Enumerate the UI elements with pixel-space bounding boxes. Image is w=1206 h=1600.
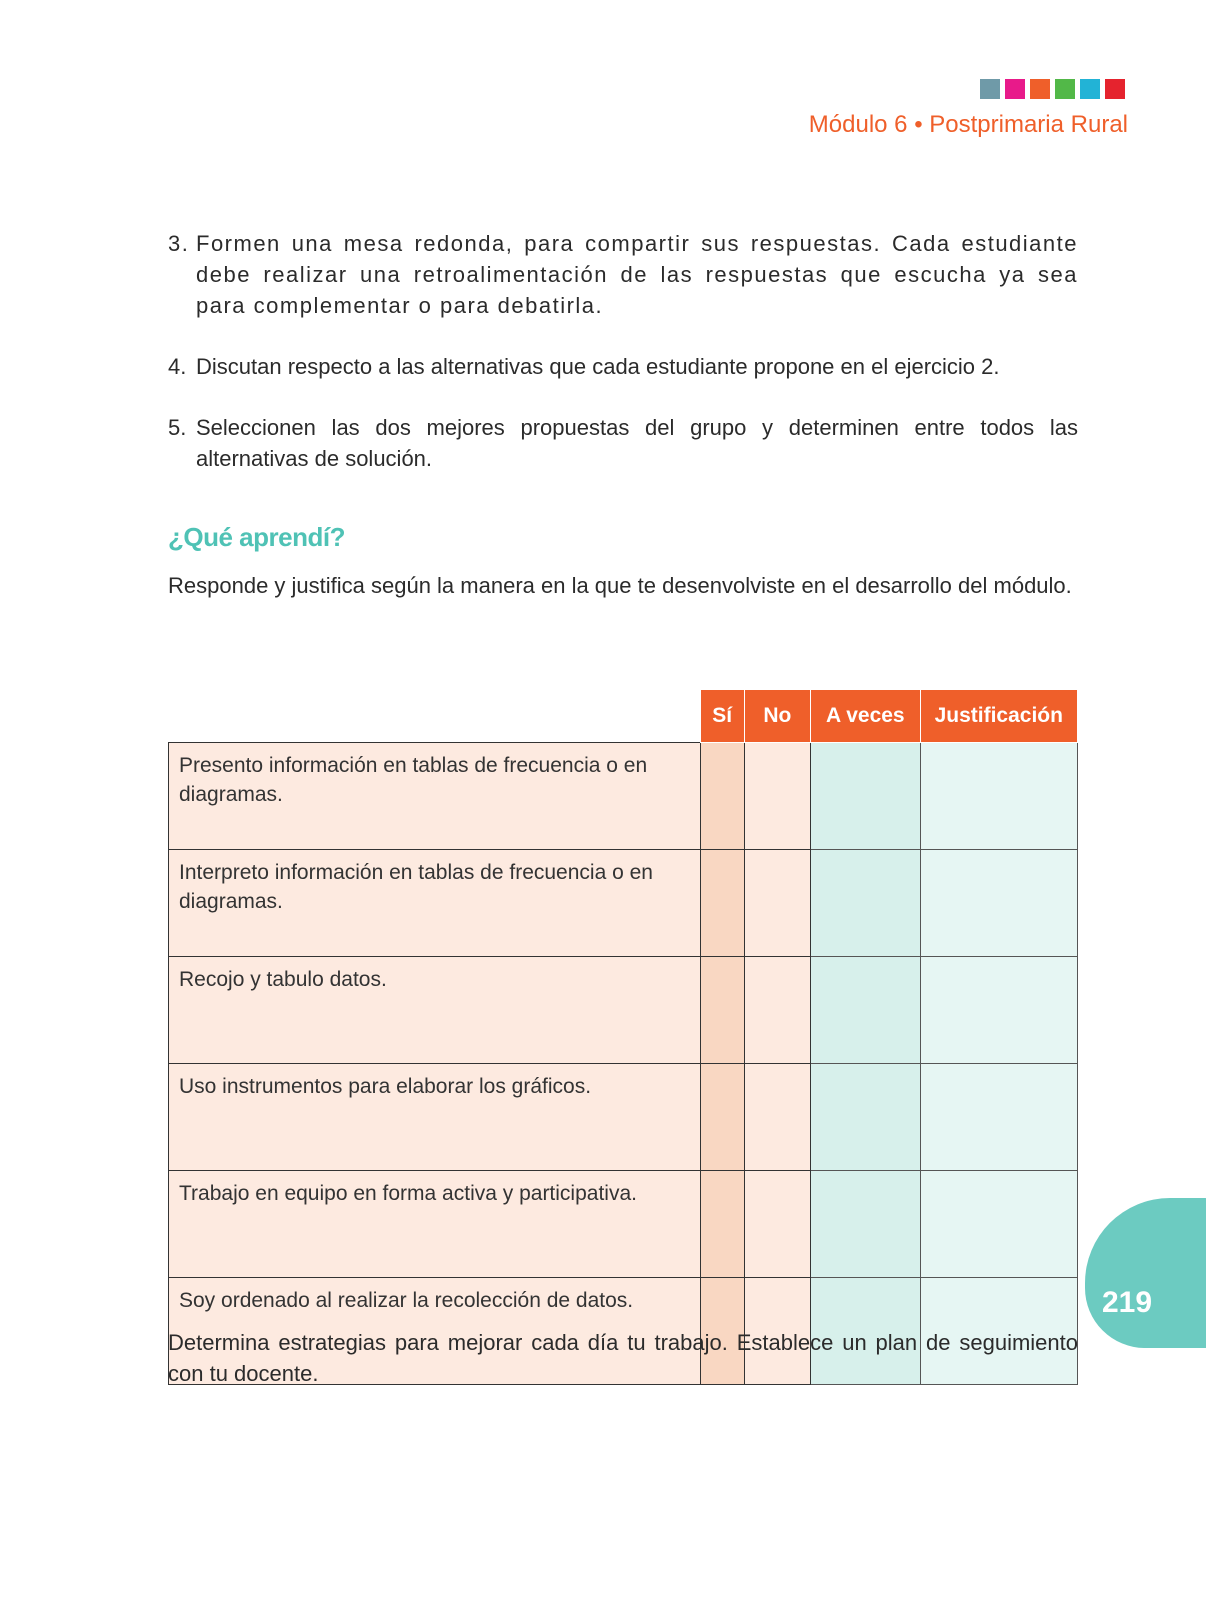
criterion-cell: Uso instrumentos para elaborar los gráficos. [169,1064,701,1171]
criterion-cell: Soy ordenado al realizar la recolección de datos. [169,1278,701,1385]
module-header: Módulo 6 • Postprimaria Rural [808,111,1128,138]
table-row [169,743,1078,850]
color-swatch [1105,79,1125,99]
justificacion-cell[interactable] [920,850,1078,957]
a-veces-cell[interactable] [811,1171,920,1278]
si-cell[interactable] [700,850,744,957]
a-veces-cell[interactable] [811,850,920,957]
activity-list [168,228,1078,474]
header-a-veces: A veces [811,690,920,743]
si-cell[interactable] [700,743,744,850]
criterion-cell: Recojo y tabulo datos. [169,957,701,1064]
criterion-cell: Interpreto información en tablas de frecuencia o en diagramas. [169,850,701,957]
no-cell[interactable] [744,743,810,850]
page-number: 219 [1102,1286,1153,1319]
justificacion-cell[interactable] [920,743,1078,850]
header-justificacion: Justificación [920,690,1078,743]
page-number-tab [1085,1198,1206,1348]
criterion-cell: Trabajo en equipo en forma activa y participativa. [169,1171,701,1278]
header-si: Sí [700,690,744,743]
si-cell[interactable] [700,957,744,1064]
color-swatch [1080,79,1100,99]
color-swatch [980,79,1000,99]
justificacion-cell[interactable] [920,957,1078,1064]
no-cell[interactable] [744,957,810,1064]
activity-number: 4. [168,354,187,379]
closing-instruction: Determina estrategias para mejorar cada día tu trabajo. Establece un plan de seguimiento con tu docente. [168,1330,1078,1386]
a-veces-cell[interactable] [811,1064,920,1171]
justificacion-cell[interactable] [920,1171,1078,1278]
table-row [169,1171,1078,1278]
header-no: No [744,690,810,743]
header-blank [169,690,701,743]
color-swatch [1005,79,1025,99]
table-header-row [169,690,1078,743]
activity-number: 3. [168,231,190,256]
self-assessment-table [168,689,1078,1385]
color-swatch [1030,79,1050,99]
activity-text: Formen una mesa redonda, para compartir sus respuestas. Cada estudiante debe realizar una retroalimentación de las respuestas que escucha ya sea para complementar o para debatirla. [196,231,1078,318]
criterion-cell: Presento información en tablas de frecuencia o en diagramas. [169,743,701,850]
activity-text: Discutan respecto a las alternativas que cada estudiante propone en el ejercicio 2. [196,354,1000,379]
si-cell[interactable] [700,1171,744,1278]
a-veces-cell[interactable] [811,957,920,1064]
justificacion-cell[interactable] [920,1064,1078,1171]
activity-number: 5. [168,415,187,440]
table-row [169,1064,1078,1171]
no-cell[interactable] [744,1171,810,1278]
no-cell[interactable] [744,1064,810,1171]
activity-item [168,228,1078,321]
a-veces-cell[interactable] [811,743,920,850]
no-cell[interactable] [744,850,810,957]
activity-item [168,351,1078,382]
section-title: ¿Qué aprendí? [168,522,345,552]
table-row [169,957,1078,1064]
activity-item [168,412,1078,474]
activity-text: Seleccionen las dos mejores propuestas del grupo y determinen entre todos las alternativas de solución. [196,415,1078,471]
color-swatch [1055,79,1075,99]
si-cell[interactable] [700,1064,744,1171]
section-intro: Responde y justifica según la manera en la que te desenvolviste en el desarrollo del módulo. [168,573,1072,598]
table-row [169,850,1078,957]
color-swatches [980,79,1125,99]
